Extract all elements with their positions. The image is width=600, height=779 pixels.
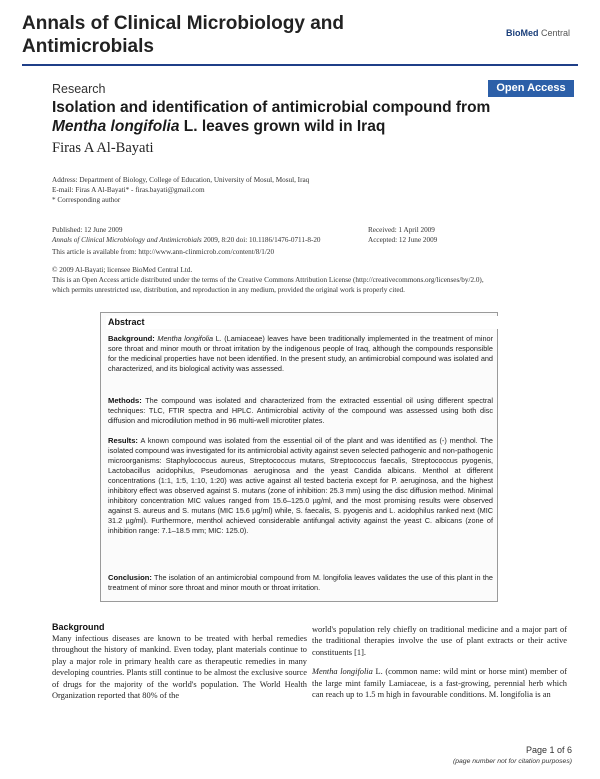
- open-access-badge: Open Access: [488, 80, 574, 97]
- article-title: [52, 98, 572, 136]
- journal-title-line1: Annals of Clinical Microbiology and: [22, 13, 344, 34]
- corresponding-note: * Corresponding author: [52, 196, 121, 204]
- body-right-column: [312, 624, 567, 708]
- title-part1: Isolation and identification of antimicrobial compound from: [52, 99, 491, 116]
- abstract-background-text: L. (Lamiaceae) leaves have been traditionally implemented in the treatment of minor sore throat and minor mouth or throat irritation by the indigenous people of Iraq, although the compounds responsible for the medicinal properties have not been identified. In the present study, an antimicrobial compound was isolated and characterized, and its biological activity was assessed.: [108, 334, 494, 373]
- author-address: Address: Department of Biology, College of Education, University of Mosul, Mosul, Iraq: [52, 176, 310, 184]
- license-line1[interactable]: This is an Open Access article distributed under the terms of the Creative Commons Attribution License (http://creativecommons.org/licenses/by/2.0),: [52, 276, 484, 284]
- page-number: Page 1 of 6: [525, 745, 572, 755]
- abstract-methods-label: Methods:: [108, 396, 142, 405]
- accepted-date: Accepted: 12 June 2009: [368, 236, 438, 244]
- logo-bio: BioMed: [505, 28, 539, 38]
- published-date: Published: 12 June 2009: [52, 226, 123, 234]
- abstract-background-label: Background:: [108, 334, 155, 343]
- header-divider: [22, 64, 578, 66]
- body-right-para2: [312, 666, 567, 700]
- abstract-heading: Abstract: [106, 316, 498, 329]
- biomed-central-logo[interactable]: [506, 28, 570, 38]
- section-label: Research: [52, 82, 106, 96]
- abstract-background: [108, 334, 493, 374]
- title-part2: L. leaves grown wild in Iraq: [179, 118, 386, 135]
- page-note: (page number not for citation purposes): [452, 758, 572, 765]
- article-url[interactable]: This article is available from: http://www.ann-clinmicrob.com/content/8/1/20: [52, 248, 275, 256]
- copyright-line: © 2009 Al-Bayati; licensee BioMed Central Ltd.: [52, 266, 193, 274]
- background-heading: Background: [52, 622, 105, 632]
- abstract-results-label: Results:: [108, 436, 138, 445]
- title-species: Mentha longifolia: [52, 118, 180, 135]
- journal-title: [22, 12, 442, 58]
- abstract-methods: [108, 396, 493, 426]
- received-date: Received: 1 April 2009: [368, 226, 435, 234]
- body-species: Mentha longifolia: [312, 667, 373, 677]
- citation: [52, 235, 321, 245]
- license-text: [52, 275, 580, 295]
- license-line2: which permits unrestricted use, distribution, and reproduction in any medium, provided the original work is properly cited.: [52, 286, 405, 294]
- citation-journal: Annals of Clinical Microbiology and Antimicrobials: [52, 236, 202, 244]
- author-name: Firas A Al-Bayati: [52, 140, 154, 156]
- body-right-para2-text: L. (common name: wild mint or horse mint) member of the large mint family Lamiaceae, is a fast-growing, perennial herb which can reach up to 1.5 m high in favourable conditions. M. longifolia is an: [312, 667, 567, 700]
- abstract-methods-text: The compound was isolated and characterized from the extracted essential oil using different spectral techniques: TLC, FTIR spectra and HPLC. Antimicrobial activity of the compound was assessed using both disc diffusion and microdilution method in 96 multi-well microtiter plates.: [108, 396, 493, 425]
- body-left-column: Many infectious diseases are known to be treated with herbal remedies throughout the history of mankind. Even today, plant materials continue to play a major role in primary health care as therapeutic remedies in many developing countries. Plants still continue to be almost the exclusive source of drugs for the majority of the world's population. The World Health Organization reported that 80% of the: [52, 634, 307, 701]
- journal-title-line2: Antimicrobials: [22, 36, 154, 57]
- body-right-para1: world's population rely chiefly on traditional medicine and a major part of the traditional therapies involve the use of plant extracts or their active constituents [1].: [312, 625, 567, 657]
- citation-details: 2009, 8:20 doi: 10.1186/1476-0711-8-20: [201, 236, 321, 244]
- abstract-conclusion-label: Conclusion:: [108, 573, 152, 582]
- author-email[interactable]: E-mail: Firas A Al-Bayati* - firas.bayati@gmail.com: [52, 186, 205, 194]
- abstract-background-species: Mentha longifolia: [157, 334, 214, 343]
- logo-central: Central: [538, 28, 570, 38]
- abstract-results: [108, 436, 493, 536]
- abstract-conclusion: [108, 573, 493, 593]
- abstract-conclusion-text: The isolation of an antimicrobial compound from M. longifolia leaves validates the use of this plant in the treatment of minor sore throat and minor mouth or throat irritation.: [108, 573, 493, 592]
- abstract-results-text: A known compound was isolated from the essential oil of the plant and was identified as (-) menthol. The isolated compound was investigated for its antimicrobial activity against seven selected pathogenic and non-pathogenic microorganisms: Staphylococcus aureus, Streptococcus mutans, Streptococcus faecalis, Streptococcus pyogenis, Lactobacillus acidophilus, Pseudomonas aeruginosa and the yeast Candida albicans. Menthol at different concentrations (1:1, 1:5, 1:10, 1:20) was active against all tested bacteria except for P. aeruginosa, and the highest inhibitory effect was observed against S. mutans (zone of inhibition: 25.3 mm) using the disc diffusion method. Minimal inhibitory concentration MIC values ranged from 15.6–125.0 µg/ml, and the most promising results were observed against S. aureus and S. mutans (MIC 15.6 µg/ml) while, S. faecalis, S. pyogenis and L. acidophilus ranked next (MIC 31.2 µg/ml). Furthermore, menthol achieved considerable antifungal activity against the yeast C. albicans (zone of inhibition range: 7.1–18.5 mm; MIC: 125.0).: [108, 436, 493, 535]
